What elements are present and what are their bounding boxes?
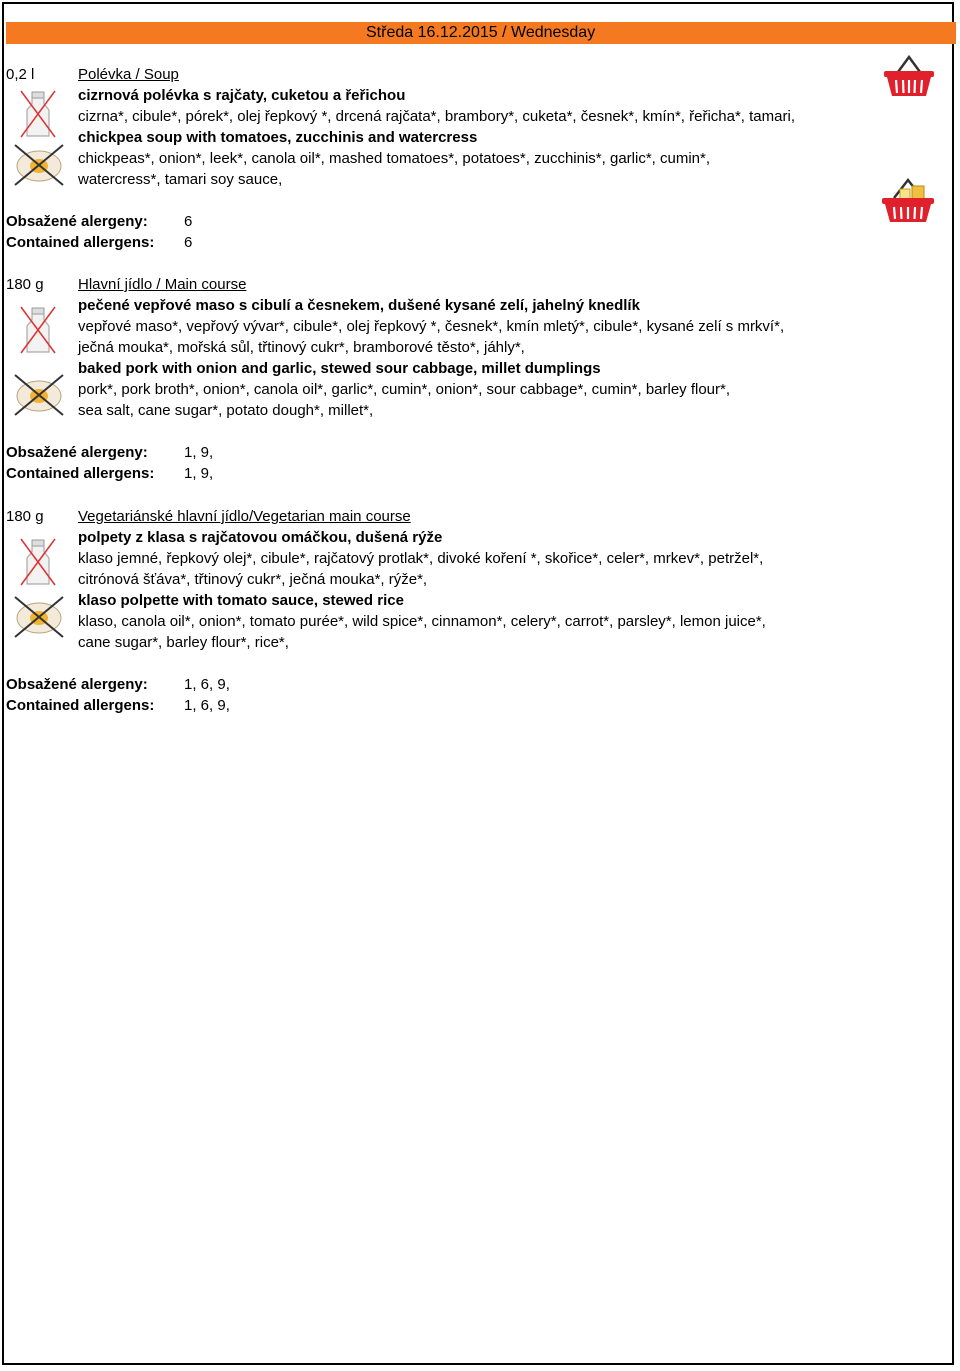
veg-ingredients-en-2: cane sugar*, barley flour*, rice*, (78, 634, 289, 651)
egg-crossed-icon (12, 142, 66, 188)
header-date: Středa 16.12.2015 / Wednesday (366, 24, 596, 41)
main-allergens-en-label: Contained allergens: (6, 465, 155, 482)
header-bar (6, 22, 956, 44)
veg-title: Vegetariánské hlavní jídlo/Vegetarian main course (78, 508, 411, 525)
main-name-en: baked pork with onion and garlic, stewed sour cabbage, millet dumplings (78, 360, 601, 377)
soup-ingredients-en-2: watercress*, tamari soy sauce, (78, 171, 283, 188)
soup-title: Polévka / Soup (78, 66, 179, 83)
main-ingredients-cz-2: ječná mouka*, mořská sůl, třtinový cukr*, bramborové těsto*, jáhly*, (78, 339, 525, 356)
veg-ingredients-cz-2: citrónová šťáva*, třtinový cukr*, ječná mouka*, rýže*, (78, 571, 428, 588)
main-allergens-cz-value: 1, 9, (184, 444, 214, 461)
veg-ingredients-en-1: klaso, canola oil*, onion*, tomato purée*, wild spice*, cinnamon*, celery*, carrot*, parsley*, lemon juice*, (78, 613, 766, 630)
soup-name-cz: cizrnová polévka s rajčaty, cuketou a řeřichou (78, 87, 406, 104)
soup-allergens-en-label: Contained allergens: (6, 234, 155, 251)
main-ingredients-en-1: pork*, pork broth*, onion*, canola oil*, garlic*, cumin*, onion*, sour cabbage*, cumin*, barley flour*, (78, 381, 731, 398)
veg-allergens-cz-label: Obsažené alergeny: (6, 676, 148, 693)
shopping-basket-full-icon[interactable] (880, 176, 936, 226)
shopping-basket-icon[interactable] (882, 54, 936, 100)
main-name-cz: pečené vepřové maso s cibulí a česnekem, dušené kysané zelí, jahelný knedlík (78, 297, 640, 314)
egg-crossed-icon (12, 372, 66, 418)
veg-allergens-en-value: 1, 6, 9, (184, 697, 230, 714)
veg-name-cz: polpety z klasa s rajčatovou omáčkou, dušená rýže (78, 529, 443, 546)
main-quantity: 180 g (6, 276, 44, 293)
main-allergens-en-value: 1, 9, (184, 465, 214, 482)
soup-allergens-cz-value: 6 (184, 213, 193, 230)
soup-allergens-cz-label: Obsažené alergeny: (6, 213, 148, 230)
main-allergens-cz-label: Obsažené alergeny: (6, 444, 148, 461)
veg-ingredients-cz-1: klaso jemné, řepkový olej*, cibule*, rajčatový protlak*, divoké koření *, skořice*, celer*, mrkev*, petržel*, (78, 550, 764, 567)
milk-bottle-crossed-icon (18, 88, 58, 140)
soup-ingredients-cz: cizrna*, cibule*, pórek*, olej řepkový *, drcená rajčata*, brambory*, cuketa*, česnek*, kmín*, řeřicha*, tamari, (78, 108, 795, 125)
main-ingredients-cz-1: vepřové maso*, vepřový vývar*, cibule*, olej řepkový *, česnek*, kmín mletý*, cibule*, kysané zelí s mrkví*, (78, 318, 785, 335)
soup-ingredients-en-1: chickpeas*, onion*, leek*, canola oil*, mashed tomatoes*, potatoes*, zucchinis*, garlic*, cumin*, (78, 150, 711, 167)
soup-name-en: chickpea soup with tomatoes, zucchinis and watercress (78, 129, 478, 146)
main-ingredients-en-2: sea salt, cane sugar*, potato dough*, millet*, (78, 402, 374, 419)
veg-allergens-cz-value: 1, 6, 9, (184, 676, 230, 693)
soup-allergens-en-value: 6 (184, 234, 193, 251)
milk-bottle-crossed-icon (18, 536, 58, 588)
veg-quantity: 180 g (6, 508, 44, 525)
veg-allergens-en-label: Contained allergens: (6, 697, 155, 714)
milk-bottle-crossed-icon (18, 304, 58, 356)
egg-crossed-icon (12, 594, 66, 640)
soup-quantity: 0,2 l (6, 66, 35, 83)
veg-name-en: klaso polpette with tomato sauce, stewed rice (78, 592, 404, 609)
main-title: Hlavní jídlo / Main course (78, 276, 247, 293)
